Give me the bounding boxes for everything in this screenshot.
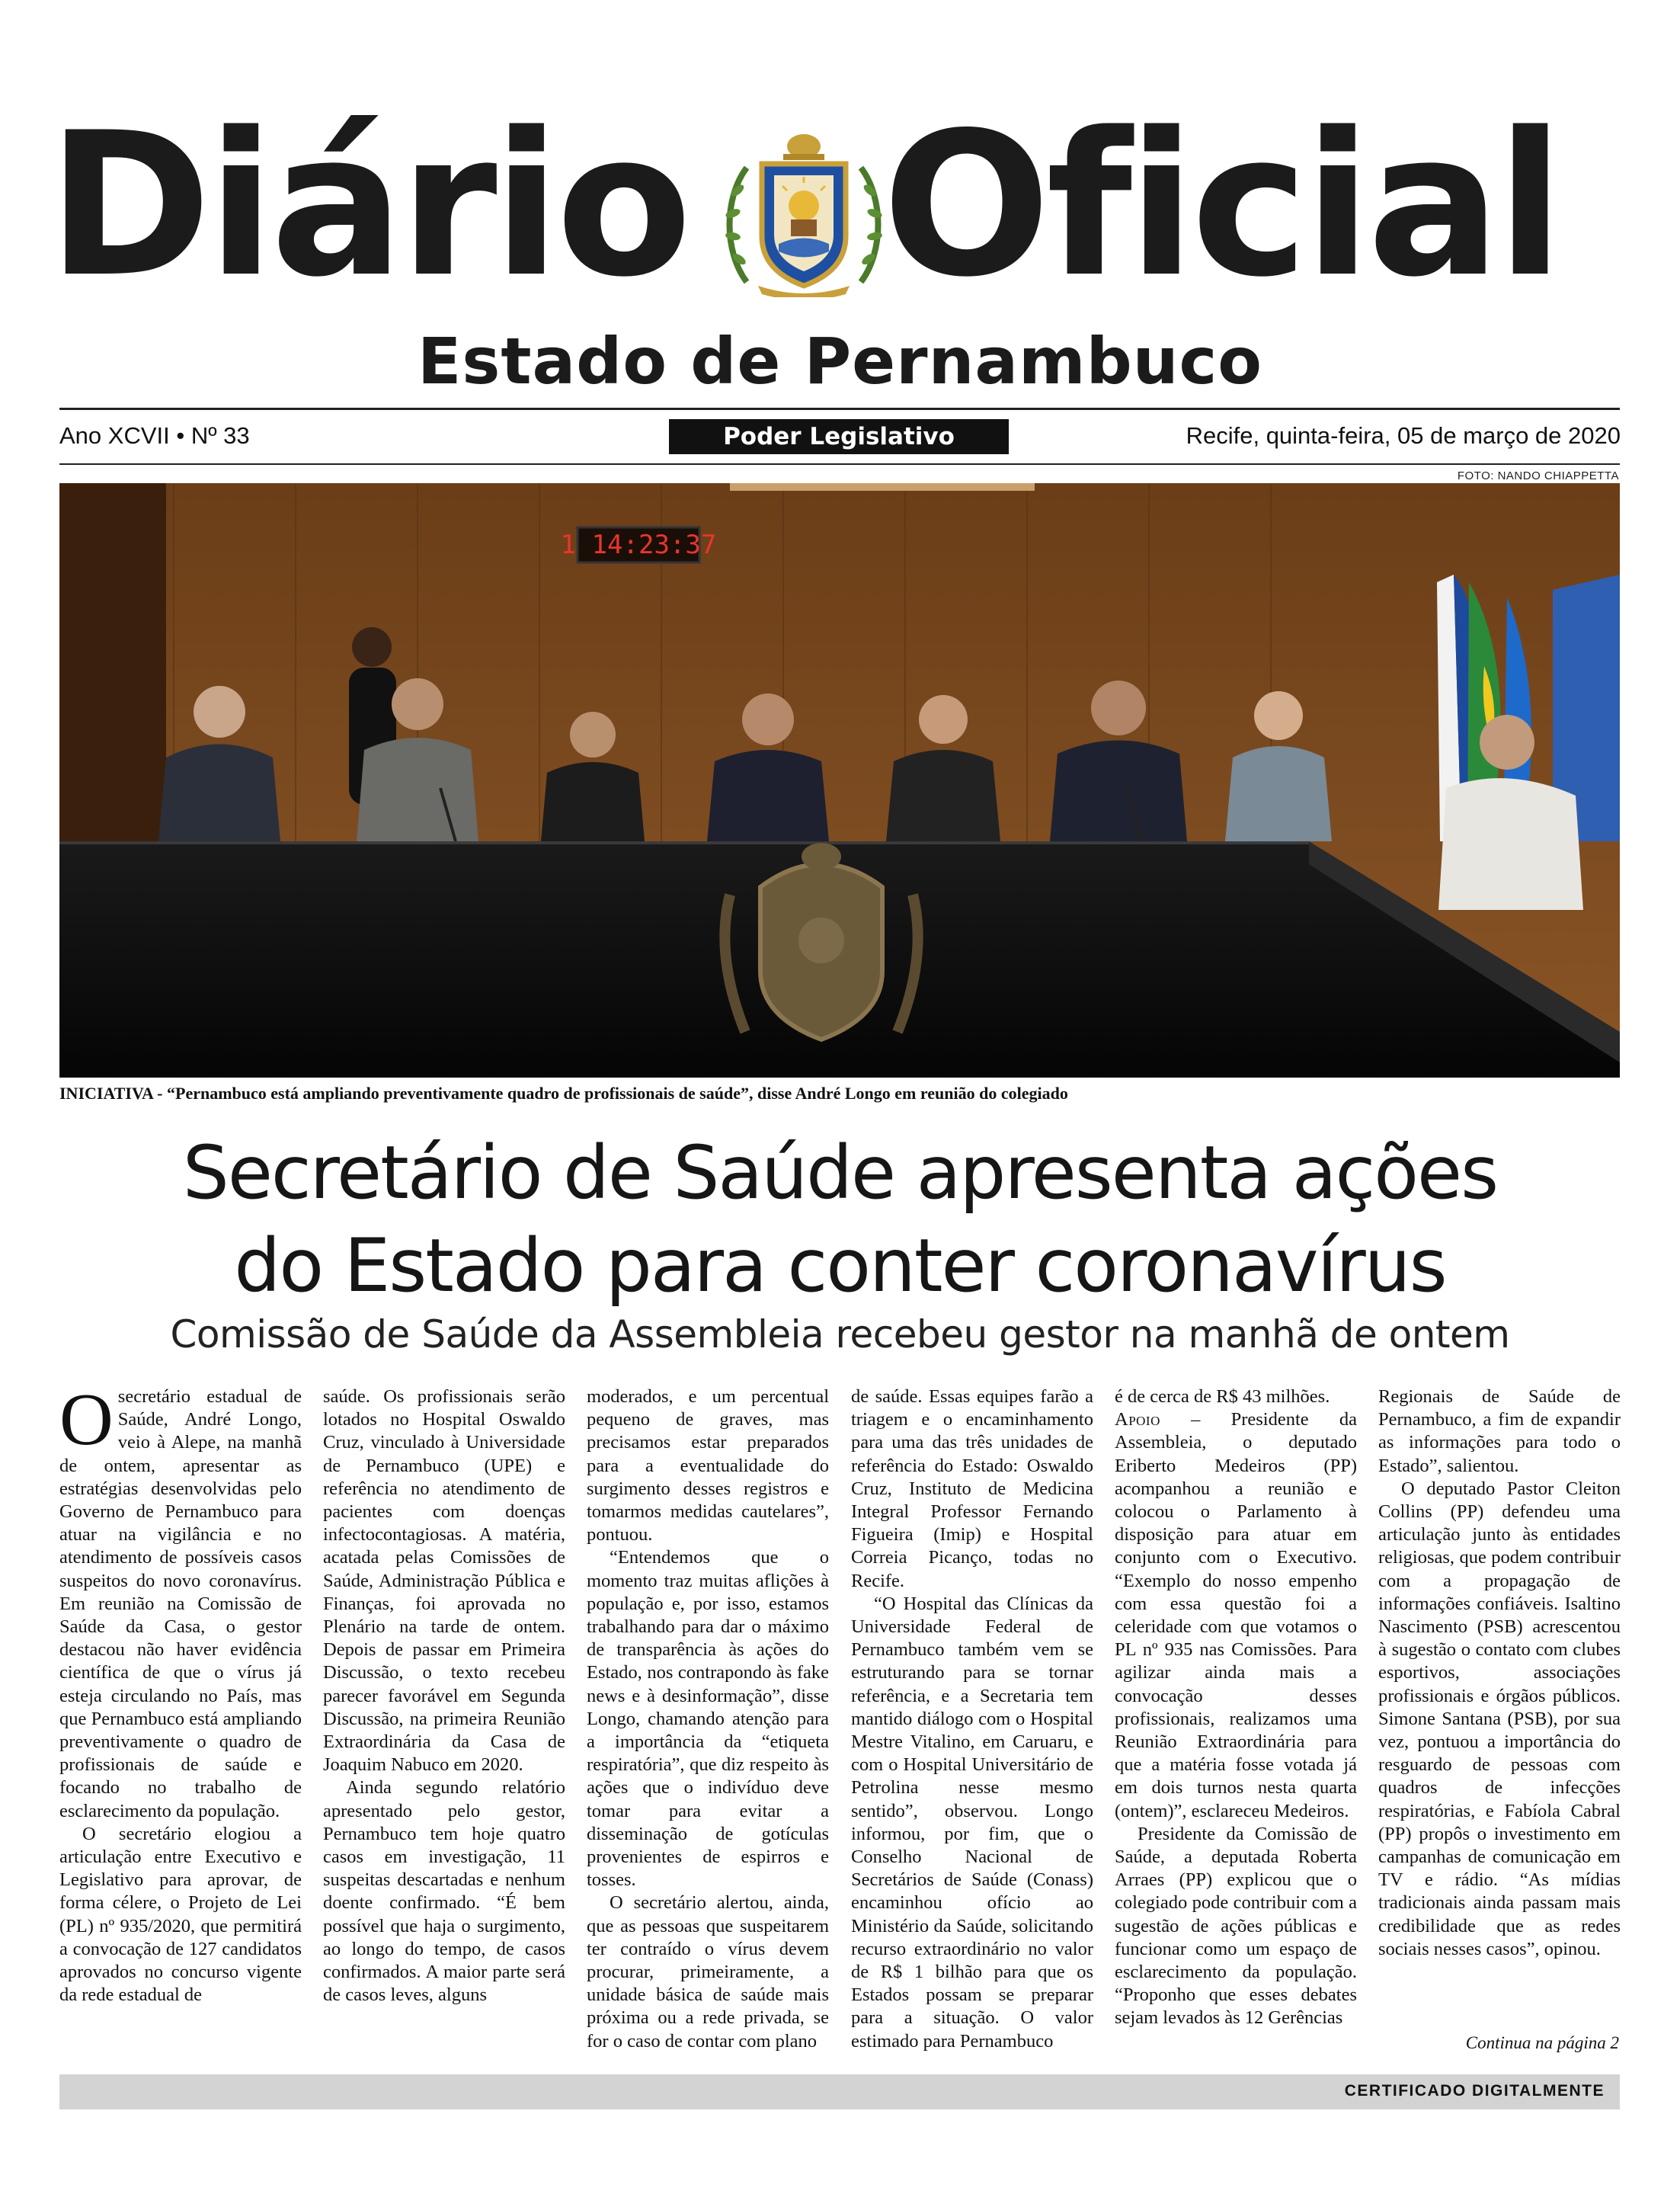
paragraph: Presidente da Comissão de Saúde, a deputada Roberta Arraes (PP) explicou que o colegiado pode contribuir com a sugestão de ações públicas e funcionar como um espaço de esclarecimento da população. “Proponho que esses debates sejam levados às 12 Gerências (1115, 1823, 1357, 2029)
footer-bar (59, 2074, 1620, 2109)
masthead (0, 0, 1680, 482)
article-column-2 (323, 1385, 565, 2064)
article-column-5 (1115, 1385, 1357, 2064)
section-lead: Apoio (1115, 1409, 1160, 1430)
caption-lead: INICIATIVA - (59, 1084, 168, 1103)
caption-text: “Pernambuco está ampliando preventivamente quadro de profissionais de saúde”, disse André Longo em reunião do colegiado (167, 1084, 1068, 1103)
drop-cap: O (59, 1385, 114, 1461)
paragraph (1115, 1408, 1357, 1823)
certification-label: CERTIFICADO DIGITALMENTE (1344, 2082, 1605, 2100)
masthead-title-left: Diário (47, 91, 688, 321)
article-body (59, 1385, 1621, 2064)
paragraph: O secretário elogiou a articulação entre Executivo e Legislativo para aprovar, de forma célere, o Projeto de Lei (PL) nº 935/2020, que permitirá a convocação de 127 candidatos aprovados no concurso vigente da rede estadual de (59, 1823, 302, 2006)
headline-line-2: do Estado para conter coronavírus (234, 1223, 1446, 1309)
article-column-3 (587, 1385, 829, 2064)
continue-note[interactable]: Continua na página 2 (1465, 2033, 1619, 2052)
info-bar-rule (59, 463, 1620, 465)
paragraph: “O Hospital das Clínicas da Universidade Federal de Pernambuco também vem se estruturando para se tornar referência, e a Secretaria tem mantido diálogo com o Hospital Mestre Vitalino, em Caruaru, e com o Hospital Universitário de Petrolina nesse mesmo sentido”, observou. Longo informou, por fim, que o Conselho Nacional de Secretários de Saúde (Conass) encaminhou ofício ao Ministério da Saúde, solicitando recurso extraordinário no valor de R$ 1 bilhão para que os Estados possam se preparar para a situação. O valor estimado para Pernambuco (851, 1593, 1093, 2052)
masthead-subtitle: Estado de Pernambuco (417, 324, 1263, 399)
photo-credit: FOTO: NANDO CHIAPPETTA (1457, 469, 1619, 482)
paragraph: moderados, e um percentual pequeno de graves, mas precisamos estar preparados para a eventualidade do surgimento desses registros e tomarmos medidas cautelares”, pontuou. (587, 1386, 829, 1546)
paragraph-text: secretário estadual de Saúde, André Longo, veio à Alepe, na manhã de ontem, apresentar as estratégias desenvolvidas pelo Governo de Pernambuco para atuar na vigilância e no atendimento de possíveis casos suspeitos do novo coronavírus. Em reunião na Comissão de Saúde da Casa, o gestor destacou não haver evidência científica de que o vírus já esteja circulando no País, mas que Pernambuco está ampliando preventivamente o quadro de profissionais de saúde e focando no trabalho de esclarecimento da população. (59, 1386, 302, 1821)
lead-photo (59, 483, 1620, 1078)
article-column-6 (1378, 1385, 1621, 2064)
clock-display: 1 14:23:37 (560, 530, 717, 560)
masthead-rule (59, 408, 1620, 410)
dateline: Recife, quinta-feira, 05 de março de 2020 (1186, 422, 1621, 449)
masthead-title-right: Oficial (882, 91, 1560, 321)
paragraph: O secretário alertou, ainda, que as pessoas que suspeitarem ter contraído o vírus devem procurar, primeiramente, a unidade básica de saúde mais próxima ou a rede privada, se for o caso de contar com plano (587, 1892, 829, 2052)
paragraph: Regionais de Saúde de Pernambuco, a fim de expandir as informações para todo o Estado”, salientou. (1378, 1386, 1621, 1476)
paragraph: O deputado Pastor Cleiton Collins (PP) defendeu uma articulação junto às entidades religiosas, que podem contribuir com a propagação de informações confiáveis. Isaltino Nascimento (PSB) acrescentou à sugestão o contato com clubes esportivos, associações profissionais e órgãos públicos. Simone Santana (PSB), por sua vez, pontuou a importância do resguardo de pessoas com quadros de infecções respiratórias, e Fabíola Cabral (PP) propôs o investimento em campanhas de comunicação em TV e rádio. “As mídias tradicionais ainda passam mais credibilidade que as redes sociais nesses casos”, opinou. (1378, 1478, 1621, 1959)
paragraph: Ainda segundo relatório apresentado pelo gestor, Pernambuco tem hoje quatro casos em investigação, 11 suspeitas descartadas e nenhum doente confirmado. “É bem possível que haja o surgimento, ao longo do tempo, de casos confirmados. A maior parte será de casos leves, alguns (323, 1777, 565, 2006)
edition-number: Ano XCVII • Nº 33 (59, 422, 250, 449)
headline-line-1: Secretário de Saúde apresenta ações (182, 1130, 1498, 1216)
photo-caption (59, 1084, 1068, 1104)
headline (0, 1126, 1680, 1312)
paragraph-text: – Presidente da Assembleia, o deputado Eriberto Medeiros (PP) acompanhou a reunião e colocou o Parlamento à disposição para atuar em conjunto com o Executivo. “Exemplo do nosso empenho com essa questão foi a celeridade com que votamos o PL nº 935 nas Comissões. Para agilizar ainda mais a convocação desses profissionais, realizamos uma Reunião Extraordinária para que a matéria fosse votada já em dois turnos nesta quarta (ontem)”, esclareceu Medeiros. (1115, 1409, 1357, 1821)
paragraph (59, 1385, 302, 1823)
paragraph: de saúde. Essas equipes farão a triagem e o encaminhamento para uma das três unidades de referência do Estado: Oswaldo Cruz, Instituto de Medicina Integral Professor Fernando Figueira (Imip) e Hospital Correia Picanço, todas no Recife. (851, 1386, 1093, 1591)
article-column-4 (851, 1385, 1093, 2064)
paragraph: saúde. Os profissionais serão lotados no Hospital Oswaldo Cruz, vinculado à Universidade de Pernambuco (UPE) e referência no atendimento de pacientes com doenças infectocontagiosas. A matéria, acatada pelas Comissões de Saúde, Administração Pública e Finanças, foi aprovada no Plenário na tarde de ontem. Depois de passar em Primeira Discussão, o texto recebeu parecer favorável em Segunda Discussão, na primeira Reunião Extraordinária da Casa de Joaquim Nabuco em 2020. (323, 1386, 565, 1776)
pernambuco-coat-of-arms-icon (716, 130, 891, 297)
article-column-1 (59, 1385, 302, 2064)
branch-badge: Poder Legislativo (669, 419, 1009, 454)
subheadline: Comissão de Saúde da Assembleia recebeu gestor na manhã de ontem (170, 1312, 1510, 1357)
paragraph: “Entendemos que o momento traz muitas aflições à população e, por isso, estamos trabalhando para dar o máximo de transparência às ações do Estado, nos contrapondo às fake news e à desinformação”, disse Longo, chamando atenção para a importância da “etiqueta respiratória”, que diz respeito às ações que o indivíduo deve tomar para evitar a disseminação de gotículas provenientes de espirros e tosses. (587, 1547, 829, 1891)
paragraph: é de cerca de R$ 43 milhões. (1115, 1386, 1330, 1407)
